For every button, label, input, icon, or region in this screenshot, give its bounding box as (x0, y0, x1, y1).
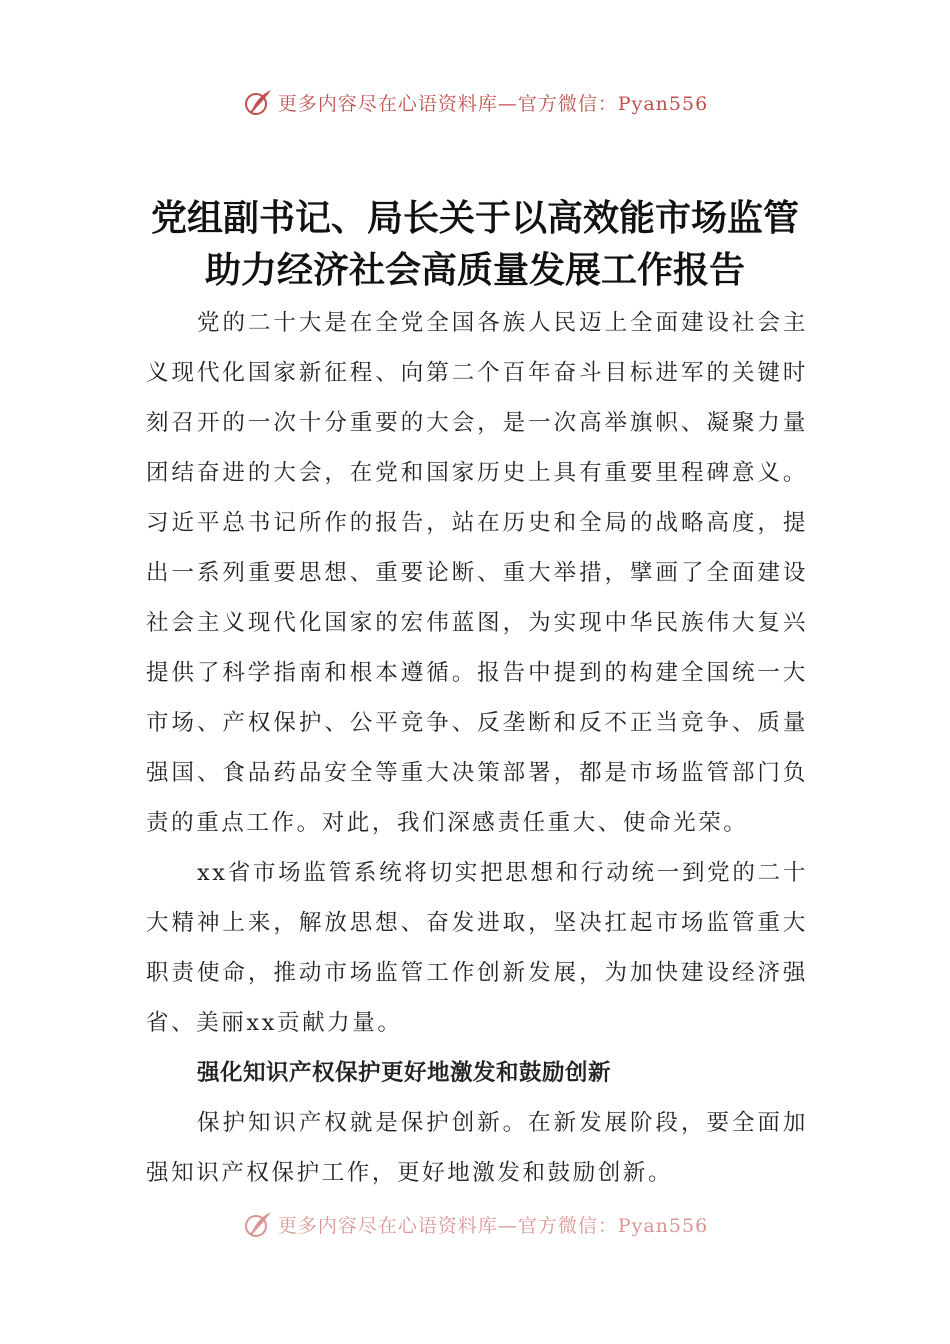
document-body (146, 298, 808, 1198)
body-paragraph-2: xx省市场监管系统将切实把思想和行动统一到党的二十大精神上来，解放思想、奋发进取，坚决扛起市场监管重大职责使命，推动市场监管工作创新发展，为加快建设经济强省、美丽xx贡献力量。 (146, 860, 808, 1036)
section-heading: 强化知识产权保护更好地激发和鼓励创新 (197, 1060, 612, 1086)
document-title (60, 192, 890, 296)
header-watermark-banner (0, 84, 950, 120)
footer-banner-text: 更多内容尽在心语资料库—官方微信：Pyan556 (277, 1214, 709, 1237)
quill-pen-logo-icon (242, 86, 274, 118)
title-line-2: 助力经济社会高质量发展工作报告 (204, 249, 745, 291)
section-paragraph: 保护知识产权就是保护创新。在新发展阶段，要全面加强知识产权保护工作，更好地激发和鼓励创新。 (146, 1110, 808, 1186)
body-paragraph-1: 党的二十大是在全党全国各族人民迈上全面建设社会主义现代化国家新征程、向第二个百年奋斗目标进军的关键时刻召开的一次十分重要的大会，是一次高举旗帜、凝聚力量团结奋进的大会，在党和国家历史上具有重要里程碑意义。习近平总书记所作的报告，站在历史和全局的战略高度，提出一系列重要思想、重要论断、重大举措，擘画了全面建设社会主义现代化国家的宏伟蓝图，为实现中华民族伟大复兴提供了科学指南和根本遵循。报告中提到的构建全国统一大市场、产权保护、公平竞争、反垄断和反不正当竞争、质量强国、食品药品安全等重大决策部署，都是市场监管部门负责的重点工作。对此，我们深感责任重大、使命光荣。 (146, 310, 808, 836)
quill-pen-logo-icon (242, 1208, 274, 1240)
header-banner-text: 更多内容尽在心语资料库—官方微信：Pyan556 (277, 92, 709, 115)
title-line-1: 党组副书记、局长关于以高效能市场监管 (150, 197, 799, 239)
footer-watermark-banner (0, 1206, 950, 1242)
